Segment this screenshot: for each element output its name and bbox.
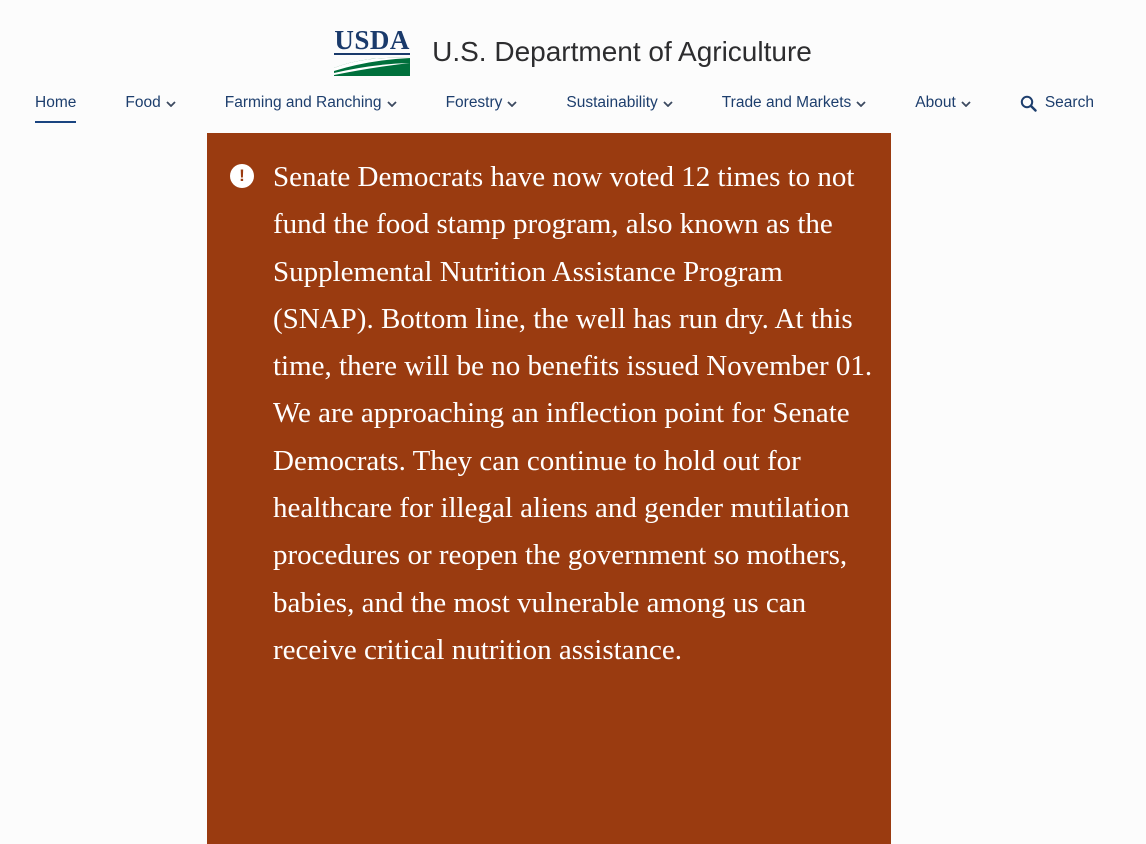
nav-item-label: Forestry	[445, 94, 503, 111]
alert-message: Senate Democrats have now voted 12 times to not fund the food stamp program, also known as the Supplemental Nutrition Assistance Program (SNAP). Bottom line, the well has run dry. At this time, there will be no benefits issued November 01. We are approaching an inflection point for Senate Democrats. They can continue to hold out for healthcare for illegal aliens and gender mutilation procedures or reopen the government so mothers, babies, and the most vulnerable among us can receive critical nutrition assistance.	[273, 161, 873, 666]
nav-item-label: Food	[125, 94, 161, 111]
nav-item-home[interactable]	[35, 94, 76, 123]
primary-nav	[0, 80, 1146, 126]
search-icon	[1020, 95, 1037, 112]
nav-item-label: Home	[35, 94, 77, 111]
site-header	[0, 0, 1146, 80]
nav-item-forestry[interactable]	[446, 94, 518, 121]
nav-item-trade-and-markets[interactable]	[722, 94, 867, 121]
nav-item-about[interactable]	[915, 94, 971, 121]
chevron-down-icon	[663, 101, 673, 107]
nav-item-label: About	[915, 94, 956, 111]
usda-logo[interactable]	[334, 25, 410, 76]
exclamation-circle-icon: !	[230, 164, 254, 188]
usda-logo-field-icon	[334, 56, 410, 76]
nav-item-food[interactable]	[125, 94, 175, 121]
site-title: U.S. Department of Agriculture	[432, 36, 812, 67]
nav-item-label: Trade and Markets	[721, 94, 852, 111]
snap-alert-banner	[207, 133, 891, 844]
search-label: Search	[1044, 94, 1094, 111]
nav-item-label: Sustainability	[566, 94, 658, 111]
search-button[interactable]	[1020, 94, 1094, 112]
nav-item-farming-and-ranching[interactable]	[225, 94, 397, 121]
nav-item-sustainability[interactable]	[566, 94, 672, 121]
chevron-down-icon	[387, 101, 397, 107]
usda-logo-text: USDA	[334, 25, 410, 55]
chevron-down-icon	[507, 101, 517, 107]
chevron-down-icon	[961, 101, 971, 107]
chevron-down-icon	[166, 101, 176, 107]
nav-item-label: Farming and Ranching	[224, 94, 382, 111]
chevron-down-icon	[856, 101, 866, 107]
